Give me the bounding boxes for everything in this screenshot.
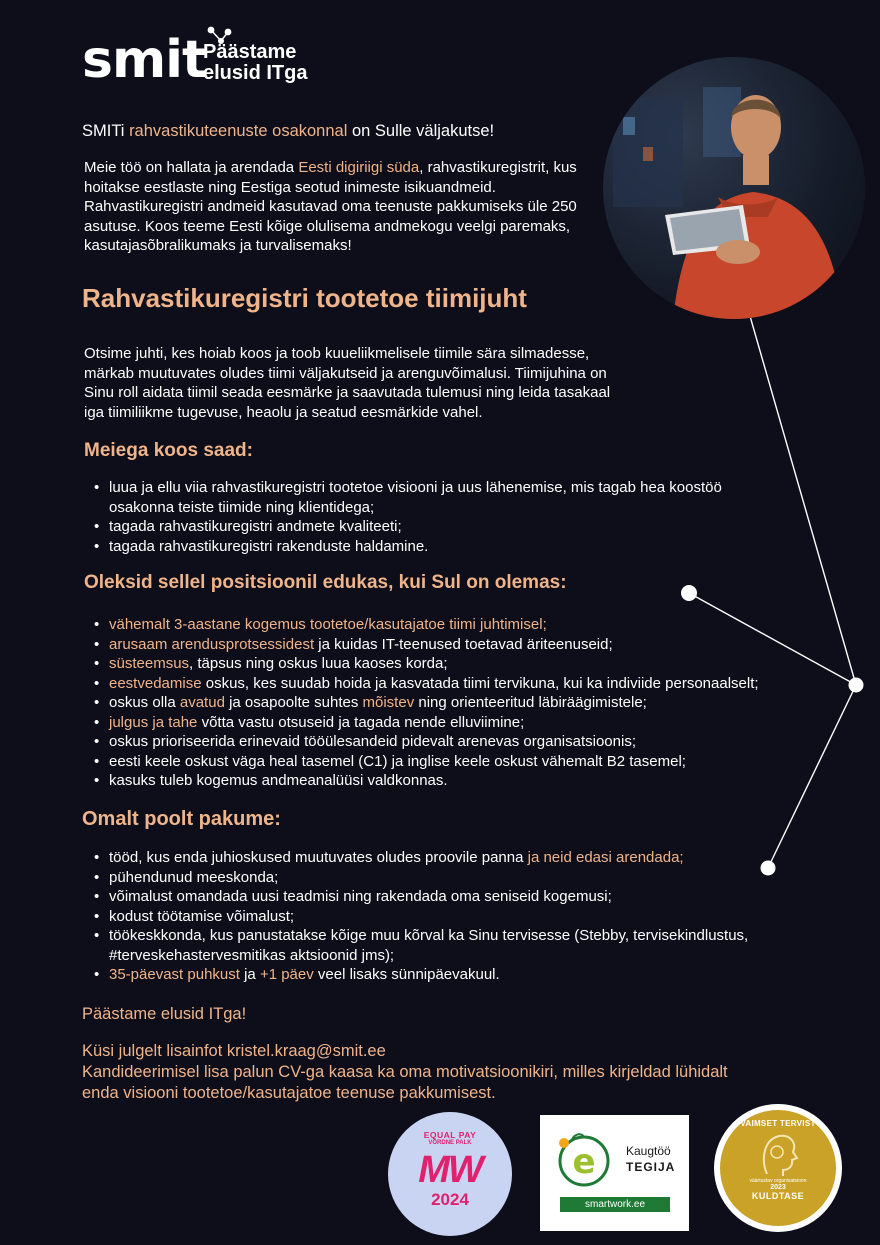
list-item — [84, 674, 784, 694]
invitation-line — [82, 122, 494, 141]
intro-line3: Rahvastikuregistri andmeid kasutavad oma teenuste pakkumiseks üle 250 — [84, 198, 577, 215]
equal-pay-badge — [388, 1112, 512, 1236]
remote-work-title — [626, 1143, 675, 1175]
mental-health-level: KULDTASE — [751, 1191, 805, 1201]
highlight-text: eestvedamise — [109, 674, 202, 692]
mental-health-year: 2023 — [770, 1184, 786, 1191]
section-heading-requirements: Oleksid sellel positsioonil edukas, kui Sul on olemas: — [84, 572, 567, 593]
list-item-text: ja osapoolte suhtes — [224, 694, 363, 711]
network-node-2 — [681, 585, 697, 601]
equal-pay-label-et: VÕRDNE PALK — [428, 1140, 472, 1146]
highlight-text: ja neid edasi arendada; — [527, 849, 684, 866]
list-item-text: , täpsus ning oskus luua kaoses korda; — [189, 655, 448, 672]
remote-work-url: smartwork.ee — [560, 1197, 670, 1212]
mental-health-badge — [714, 1104, 842, 1232]
list-item: • kodust töötamise võimalust; — [84, 907, 784, 927]
logo-tagline-line2: elusid ITga — [203, 62, 308, 84]
list-item: • pühendunud meeskonda; — [84, 868, 784, 888]
list-item — [84, 713, 784, 733]
intro-line4: asutuse. Koos teeme Eesti kõige olulisema andmekogu veelgi paremaks, — [84, 217, 571, 235]
description-line2: märkab muutuvates oludes tiimi väljakutseid ja arenguvõimalusi. Tiimijuhina on — [84, 364, 607, 382]
list-item-text: #terveskehastervesmitikas aktsioonid jms); — [109, 946, 395, 964]
svg-text:e: e — [572, 1142, 596, 1182]
highlight-text: 35-päevast puhkust — [109, 966, 240, 983]
list-item-text: ja — [239, 966, 260, 983]
highlight-text: mõistev — [362, 694, 415, 711]
list-item — [84, 654, 784, 674]
invite-text-post: on Sulle väljakutse! — [347, 122, 495, 140]
list-item-text: • luua ja ellu viia rahvastikuregistri tootetoe visiooni ja uus lähenemise, mis tagab hea koostöö — [109, 479, 722, 496]
list-item — [84, 478, 784, 517]
list-item-text: ja kuidas IT-teenused toetavad äriteenuseid; — [314, 635, 613, 653]
intro-line2: hoitakse eestlaste ning Eestiga seotud inimeste isikuandmeid. — [84, 178, 496, 196]
list-item-text: võtta vastu otsuseid ja tagada nende elluviimine; — [197, 713, 525, 731]
list-item-text: veel lisaks sünnipäevakuul. — [313, 966, 500, 983]
equal-pay-year: 2024 — [431, 1190, 469, 1209]
apply-instructions-line2: enda visiooni tootetoe/kasutajatoe teenuse pakkumisest. — [82, 1084, 496, 1102]
requirements-list — [84, 615, 784, 791]
remote-work-e-icon — [552, 1129, 616, 1189]
section-heading-offer: Omalt poolt pakume: — [82, 808, 281, 830]
description-line3: Sinu roll aidata tiimil seada eesmärke ja saavutada tulemusi ning leida tasakaal — [84, 384, 611, 401]
invite-department: rahvastikuteenuste osakonnal — [129, 122, 348, 140]
apply-instructions-line1: Kandideerimisel lisa palun CV-ga kaasa ka oma motivatsioonikiri, milles kirjeldad lühidalt — [82, 1063, 728, 1081]
list-item-text: osakonna teiste tiimide ning klientidega; — [109, 498, 375, 516]
list-item — [84, 848, 784, 868]
list-item-text: oskus, kes suudab hoida ja kasvatada tiimi tervikuna, kui ka indiviide personaalselt; — [201, 674, 759, 692]
remote-work-badge — [540, 1115, 689, 1231]
intro-line5: kasutajasõbralikumaks ja turvalisemaks! — [84, 237, 352, 254]
highlight-text: arusaam arendusprotsessidest — [109, 635, 315, 653]
offer-list — [84, 848, 784, 985]
description-line4: iga tiimiliikme tugevuse, heaolu ja seatud eesmärkide vahel. — [84, 403, 483, 421]
equal-pay-label: EQUAL PAY — [423, 1130, 477, 1140]
list-item — [84, 693, 784, 713]
list-item: • tagada rahvastikuregistri andmete kvaliteeti; — [84, 517, 784, 537]
list-item: • eesti keele oskust väga heal tasemel (C1) ja inglise keele oskust vähemalt B2 tasemel; — [84, 752, 784, 772]
intro-highlight: Eesti digiriigi süda — [298, 159, 420, 176]
list-item-text: • töökeskkonda, kus panustatakse kõige muu kõrval ka Sinu tervisesse (Stebby, tervisekindlustus, — [109, 927, 749, 944]
mental-health-ring — [720, 1110, 836, 1226]
list-item-text: oskus olla — [109, 694, 180, 711]
list-item: • tagada rahvastikuregistri rakenduste haldamine. — [84, 537, 784, 557]
highlight-text: +1 päev — [259, 966, 314, 983]
list-item: • vähemalt 3-aastane kogemus tootetoe/kasutajatoe tiimi juhtimisel; — [84, 615, 784, 635]
logo-wordmark: smit — [82, 30, 206, 90]
network-node-3 — [849, 678, 864, 693]
job-description — [84, 344, 644, 422]
job-title: Rahvastikuregistri tootetoe tiimijuht — [82, 283, 527, 313]
highlight-text: julgus ja tahe — [109, 713, 198, 731]
list-item — [84, 965, 784, 985]
list-item — [84, 926, 784, 965]
contact-block — [82, 1041, 782, 1104]
remote-work-title-line1: Kaugtöö — [626, 1144, 671, 1158]
list-item: • kasuks tuleb kogemus andmeanalüüsi valdkonnas. — [84, 771, 784, 791]
highlight-text: avatud — [179, 694, 225, 711]
mental-health-title: VAIMSET TERVIST — [740, 1119, 816, 1128]
list-item-text: tööd, kus enda juhioskused muutuvates oludes proovile panna — [109, 849, 528, 866]
equal-pay-mark: MW — [418, 1149, 482, 1191]
intro-text-pre: Meie töö on hallata ja arendada — [84, 159, 299, 176]
logo-tagline-line1: Päästame — [203, 41, 297, 63]
highlight-text: süsteemsus — [109, 655, 190, 672]
responsibilities-list — [84, 478, 784, 556]
invite-text-pre: SMITi — [82, 122, 130, 140]
contact-email[interactable]: Küsi julgelt lisainfot kristel.kraag@smit.ee — [82, 1042, 386, 1060]
mental-health-subtitle: väärtustav organisatsioon — [749, 1178, 807, 1184]
closing-slogan: Päästame elusid ITga! — [82, 1005, 247, 1023]
list-item — [84, 635, 784, 655]
list-item: • oskus prioriseerida erinevaid tööülesandeid pidevalt arenevas organisatsioonis; — [84, 732, 784, 752]
intro-paragraph — [84, 158, 604, 256]
person-with-tablet-illustration — [603, 57, 865, 319]
remote-work-title-line2: TEGIJA — [626, 1160, 676, 1174]
intro-text-line1-post: , rahvastikuregistrit, kus — [419, 159, 577, 176]
list-item-text: ning orienteeritud läbiräägimistele; — [414, 694, 647, 711]
description-line1: Otsime juhti, kes hoiab koos ja toob kuueliikmelisele tiimile sära silmadesse, — [84, 345, 590, 362]
face-profile-icon — [753, 1130, 803, 1178]
section-heading-responsibilities: Meiega koos saad: — [84, 440, 253, 461]
list-item: • võimalust omandada uusi teadmisi ning rakendada oma seniseid kogemusi; — [84, 887, 784, 907]
employee-photo — [603, 57, 865, 319]
